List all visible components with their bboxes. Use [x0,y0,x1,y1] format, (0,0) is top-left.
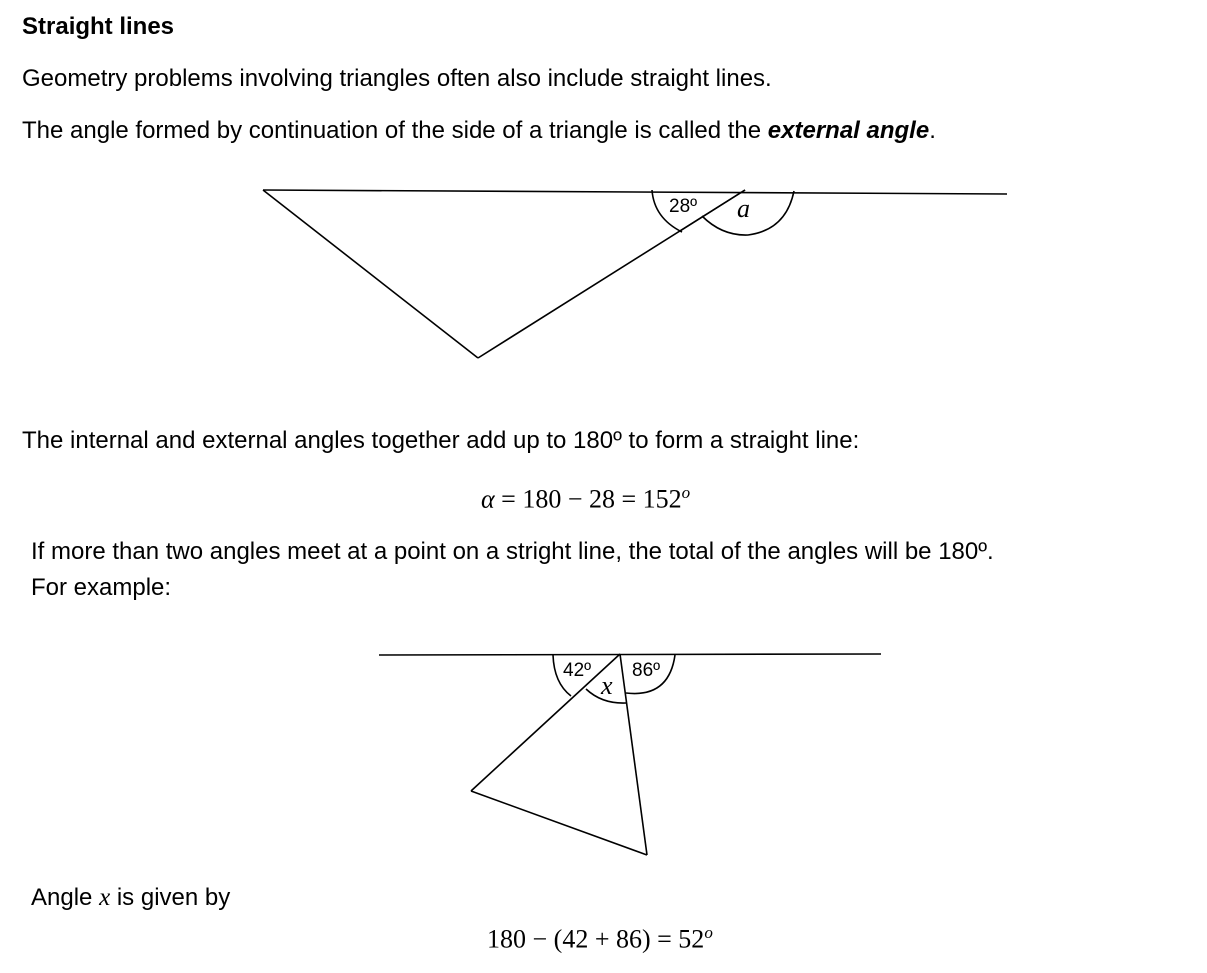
angle-x-label: x [601,671,613,700]
sum-statement: The internal and external angles together add up to 180º to form a straight line: [22,427,860,454]
triangle2-right-side [620,654,647,855]
straight-line-2 [379,654,881,655]
equation-alpha-rest: = 180 − 28 = 152 [494,484,682,514]
given-by-start: Angle [31,884,100,911]
equation-x-expression: 180 − (42 + 86) = 52 [487,924,705,954]
external-angle-label: a [737,194,750,223]
degree-superscript-2: o [704,923,713,942]
more-angles-line2: For example: [31,574,172,601]
definition-end: . [929,117,936,144]
external-angle-term: external angle [767,117,930,144]
equation-x [487,919,713,954]
definition-text: The angle formed by continuation of the side of a triangle is called the [22,117,768,144]
intro-paragraph: Geometry problems involving triangles often also include straight lines. [22,65,772,92]
x-variable: x [99,884,111,911]
section-heading: Straight lines [22,13,175,40]
more-angles-line1: If more than two angles meet at a point on a stright line, the total of the angles will be 180º. [31,538,994,565]
alpha-variable: α [481,484,495,514]
triangle2-bottom-side [471,791,647,855]
given-by-line [31,884,230,912]
given-by-end: is given by [110,884,231,911]
angle-42-label: 42º [563,660,592,681]
triangle2-left-side [471,654,620,791]
degree-superscript: o [681,483,691,502]
internal-angle-label: 28º [669,196,698,217]
angle-86-label: 86º [632,660,661,681]
